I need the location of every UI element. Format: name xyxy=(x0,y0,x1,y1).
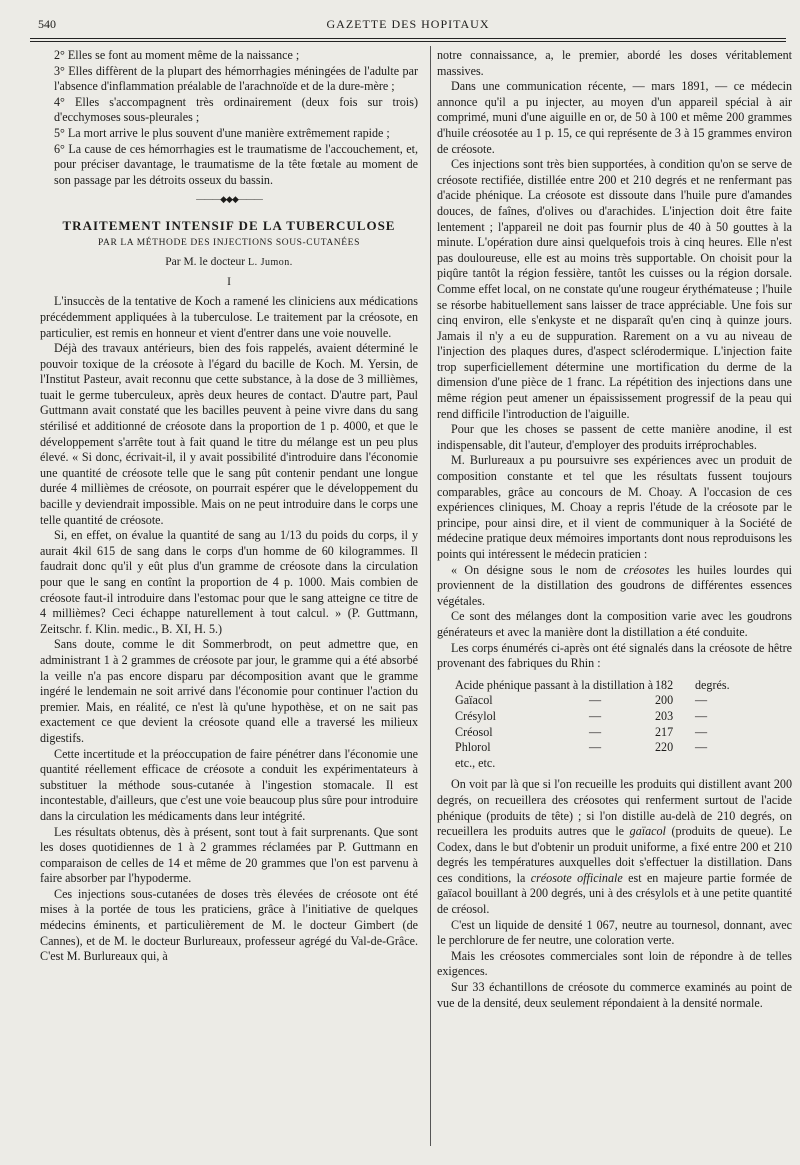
paragraph: Cette incertitude et la préoccupation de faire pénétrer dans l'économie une quantité réellement efficace de créosote a conduit les expérimentateurs à substituer la méthode sous-cutanée à l'ingestion stomacale. Il est incontestable, d'ailleurs, que c'est une voie beaucoup plus sûre pour introduire dans la circulation les médicaments dans leur intégrité. xyxy=(40,746,418,823)
distillation-table xyxy=(437,678,792,772)
list-item: 6° La cause de ces hémorrhagies est le traumatisme de l'accouchement, et, pour préciser davantage, le traumatisme de la tête fœtale au moment de son passage par les détroits osseux du bassin. xyxy=(54,141,418,187)
text-run: « On désigne sous le nom de xyxy=(451,562,624,577)
section-number: I xyxy=(227,275,231,288)
temperature-unit: degrés. xyxy=(695,677,730,692)
text-run: les huiles lourdes qui proviennent de la distillation des goudrons de différentes essences végétales. xyxy=(437,562,792,608)
left-column xyxy=(40,48,418,965)
ditto-mark: — xyxy=(589,708,602,723)
ditto-mark: — xyxy=(695,708,708,723)
temperature-value: 220 xyxy=(655,740,674,755)
section-separator: ———◆◆◆——— xyxy=(196,194,262,205)
compound-name: Créosol xyxy=(455,724,493,739)
text-run: est en majeure partie formée de gaïacol bouillant à 200 degrés, uni à des crésylols et à une petite quantité de créosol. xyxy=(437,870,793,917)
author-prefix: Par M. le docteur xyxy=(165,256,246,269)
ditto-mark: — xyxy=(589,724,602,739)
temperature-value: 217 xyxy=(655,724,674,739)
compound-name: Phlorol xyxy=(455,740,491,755)
paragraph: Si, en effet, on évalue la quantité de sang au 1/13 du poids du corps, il y aurait 4kil 615 de sang dans le corps d'un homme de 60 kilogrammes. Il faudrait donc qu'il y eût plus d'un gramme de créosote dans la circulation pour que le sang en contînt la proportion de 4 p. 1000. Mais combien de créosote faut-il introduire dans l'estomac pour que le sang atteigne ce titre de 4 millièmes? Ceci échappe naturellement à tout calcul. » (P. Guttmann, Zeitschr. f. Klin. medic., B. XI, H. 5.) xyxy=(40,528,418,636)
journal-title: GAZETTE DES HOPITAUX xyxy=(326,17,490,31)
paragraph: Les corps énumérés ci-après ont été signalés dans la créosote de hêtre provenant des fabriques du Rhin : xyxy=(437,640,792,671)
paragraph: C'est un liquide de densité 1 067, neutre au tournesol, donnant, avec le perchlorure de fer neutre, une coloration verte. xyxy=(437,917,792,948)
list-item: 4° Elles s'accompagnent très ordinairement (deux fois sur trois) d'ecchymoses sous-pleurales ; xyxy=(54,94,418,125)
italic-term: créosote officinale xyxy=(530,870,623,885)
article-author xyxy=(40,255,418,271)
header-rule-thin xyxy=(30,41,786,42)
paragraph: Mais les créosotes commerciales sont loin de répondre à de telles exigences. xyxy=(437,948,792,979)
temperature-value: 200 xyxy=(655,693,674,708)
page-header xyxy=(30,10,786,32)
paragraph xyxy=(437,777,792,917)
paragraph: Déjà des travaux antérieurs, bien des fois rappelés, avaient déterminé le pouvoir toxique de la créosote à l'égard du bacille de Koch. M. Yersin, de l'Institut Pasteur, avait reconnu que cette substance, à la dose de 3 millièmes, tuait le germe tuberculeux, après deux heures de contact. D'autre part, Paul Guttmann avait constaté que les bacilles peuvent à peine vivre dans du sang stérilisé et additionné de créosote dans la proportion de 1 p. 4000, et que le développement s'arrête tout à fait quand le titre du mélange est un peu plus élevé. « Si donc, écrivait-il, il y avait possibilité d'introduire dans l'économie une quantité de créosote telle que le sang pût contenir pendant une longue durée 4 millièmes de créosote, on pourrait espérer que le développement du bacille y deviendrait impossible. Mais on ne peut introduire dans le corps une telle quantité de créosote. xyxy=(40,341,418,527)
compound-name: etc., etc. xyxy=(455,755,496,770)
table-row xyxy=(437,740,792,756)
compound-name: Acide phénique passant à la distillation à xyxy=(455,677,654,692)
header-rule xyxy=(30,38,786,39)
paragraph xyxy=(437,563,792,610)
paragraph: Ce sont des mélanges dont la composition varie avec les goudrons générateurs et avec la manière dont la distillation a été conduite. xyxy=(437,609,792,639)
table-row xyxy=(437,725,792,741)
page-number: 540 xyxy=(38,17,56,31)
paragraph: L'insuccès de la tentative de Koch a ramené les cliniciens aux médications précédemment appliquées à la tuberculose. Le traitement par la créosote, en particulier, est remis en honneur et vient d'entrer dans une voie nouvelle. xyxy=(40,294,418,340)
list-item: 3° Elles diffèrent de la plupart des hémorrhagies méningées de l'adulte par l'absence d'inflammation préalable de l'arachnoïde et de la dure-mère ; xyxy=(54,63,418,94)
list-item: 2° Elles se font au moment même de la naissance ; xyxy=(54,48,300,62)
paragraph: Sur 33 échantillons de créosote du commerce examinés au point de vue de la densité, deux seulement répondaient à la densité normale. xyxy=(437,980,792,1010)
ditto-mark: — xyxy=(589,740,602,755)
paragraph: Pour que les choses se passent de cette manière anodine, il est indispensable, dit l'auteur, d'employer des produits irréprochables. xyxy=(437,422,792,452)
italic-term: créosotes xyxy=(623,562,670,577)
table-row xyxy=(437,693,792,709)
temperature-value: 203 xyxy=(655,708,674,723)
list-item: 5° La mort arrive le plus souvent d'une manière extrêmement rapide ; xyxy=(54,125,390,140)
compound-name: Crésylol xyxy=(455,708,496,723)
author-name: L. Jumon. xyxy=(247,257,293,269)
ditto-mark: — xyxy=(695,693,708,708)
paragraph: Dans une communication récente, — mars 1891, — ce médecin annonce qu'il a pu injecter, au moyen d'un appareil spécial à air comprimé, muni d'une aiguille en or, de 50 à 100 et même 200 grammes d'huile créosotée au 1 p. 15, ce qui représente de 3 à 15 grammes environ de créosote. xyxy=(437,79,792,156)
paragraph: notre connaissance, a, le premier, abordé les doses véritablement massives. xyxy=(437,48,792,78)
ditto-mark: — xyxy=(695,740,708,755)
right-column xyxy=(437,48,792,1011)
italic-term: gaïacol xyxy=(629,824,666,839)
text-run: On voit par là que si l'on recueille les produits qui distillent avant 200 degrés, on recueillera des créosotes qui renferment surtout de l'acide phénique (produits de tête) ; si l'on distille au-delà de 210 degrés, on recueillera les produits autres que le xyxy=(437,777,792,839)
text-run: (produits de queue). Le Codex, dans le but d'obtenir un produit uniforme, a fixé entre 200 et 210 degrés les températures auxquelles doit s'effectuer la distillation. Dans ces conditions, la xyxy=(437,824,792,885)
paragraph: Sans doute, comme le dit Sommerbrodt, on peut admettre que, en administrant 1 à 2 grammes de créosote par jour, le gramme qui a été absorbé la veille n'a pas encore disparu par décomposition avant que le gramme ingéré le lendemain ne soit arrivé dans l'économie pour continuer l'action du premier. Mais, en réalité, ce n'est là qu'une hypothèse, et on ne sait pas exactement ce que devient la créosote quand elle a traversé les milieux digestifs. xyxy=(40,637,418,745)
compound-name: Gaïacol xyxy=(455,693,493,708)
temperature-value: 182 xyxy=(655,677,674,692)
table-row xyxy=(437,756,792,772)
paragraph: Les résultats obtenus, dès à présent, sont tout à fait surprenants. Que sont les doses quotidiennes de 1 à 2 grammes réclamées par P. Guttmann en comparaison de celles de 14 et même de 20 grammes que l'on est parvenu à faire absorber par l'hypoderme. xyxy=(40,824,418,886)
paragraph: Ces injections sont très bien supportées, à condition qu'on se serve de créosote rectifiée, distillée entre 200 et 210 degrés et ne renfermant pas d'acide phénique. La créosote est dissoute dans l'huile pure d'amandes douces, de faînes, d'olives ou d'arachides. L'injection doit être faite lentement ; l'appareil ne doit pas fournir plus de 40 à 50 gouttes à la minute. L'opération dure ainsi quelquefois trois à cinq heures. Elle n'est pas douloureuse, elle est au moins très supportable. On choisit pour la piqûre tantôt la région fessière, tantôt les cuisses ou la région dorsale. Comme effet local, on ne constate qu'une rougeur érythémateuse ; l'huile se résorbe habituellement sans laisser de trace appréciable. Une fois sur cinq environ, elle s'enkyste et ne disparaît qu'en cinq à quinze jours. Jamais il n'y a eu de suppuration. Rarement on a vu au niveau de l'injection des plaques dures, d'aspect sclérodermique. L'injection faite trop superficiellement détermine une mortification du derme de la dimension d'une pièce de 1 franc. La répétition des injections dans une même région peut amener un épaississement progressif de la peau qui rend difficile l'introduction de l'aiguille. xyxy=(437,157,792,421)
article-subtitle: PAR LA MÉTHODE DES INJECTIONS SOUS-CUTANÉES xyxy=(98,237,360,248)
ditto-mark: — xyxy=(589,693,602,708)
table-row xyxy=(437,678,792,694)
column-divider xyxy=(430,46,431,1146)
article-title: TRAITEMENT INTENSIF DE LA TUBERCULOSE xyxy=(62,217,396,233)
paragraph: Ces injections sous-cutanées de doses très élevées de créosote ont été mises à la portée de tous les praticiens, grâce à l'initiative de quelques médecins éminents, et particulièrement de M. le docteur Gimbert (de Cannes), et de M. le docteur Burlureaux, professeur agrégé du Val-de-Grâce. C'est M. Burlureaux qui, à xyxy=(40,886,418,964)
ditto-mark: — xyxy=(695,724,708,739)
paragraph: M. Burlureaux a pu poursuivre ses expériences avec un produit de composition constante et tel que les résultats fussent toujours comparables, grâce au concours de M. Choay. A l'occasion de ces expériences cliniques, M. Choay a repris l'étude de la créosote par le principe, pour ainsi dire, et il vient de communiquer à la Société de médecine pratique deux mémoires importants dont nous reproduisons les points qui intéressent le médecin praticien : xyxy=(437,453,792,561)
table-row xyxy=(437,709,792,725)
